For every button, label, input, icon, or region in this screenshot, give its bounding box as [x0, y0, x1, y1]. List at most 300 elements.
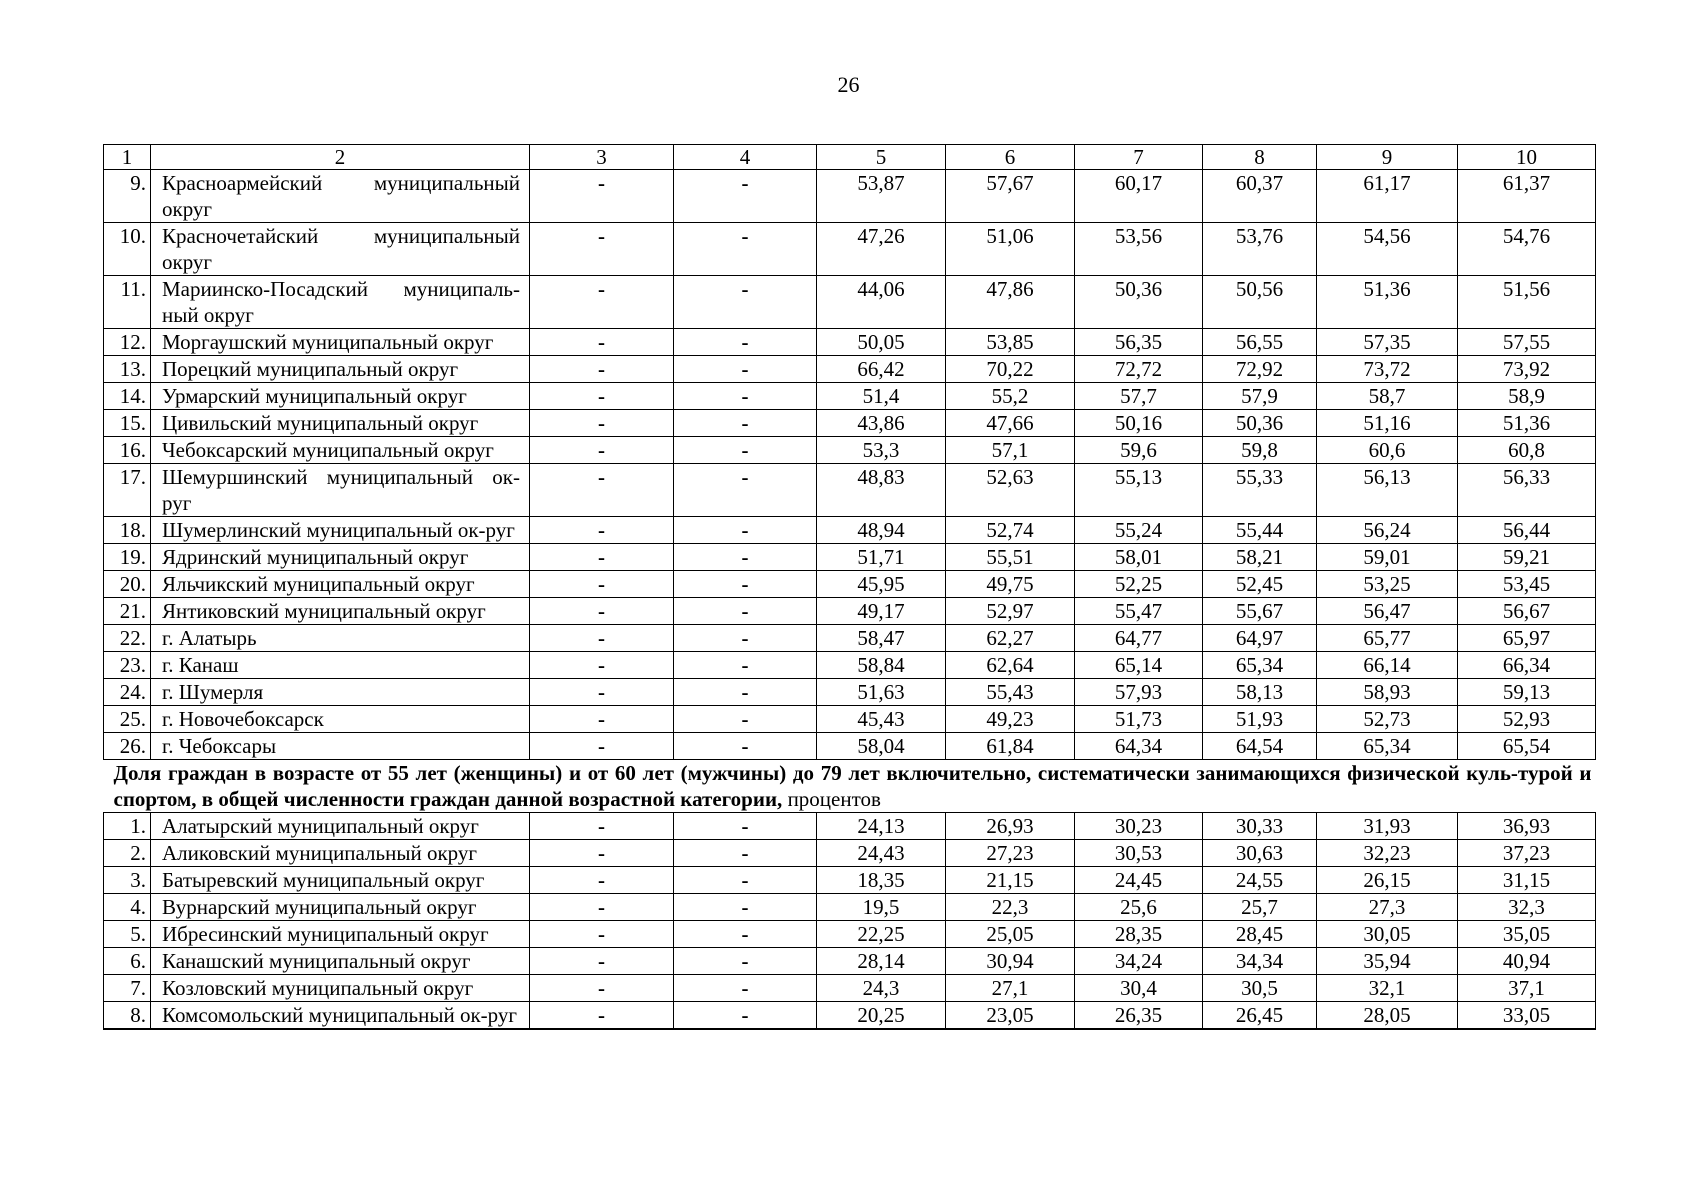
column-3-value: -: [530, 1002, 674, 1030]
table-row: [104, 625, 1596, 652]
indicator-value: 62,64: [946, 652, 1075, 679]
indicator-value: 57,7: [1075, 383, 1203, 410]
column-header: 6: [946, 145, 1075, 170]
municipality-name: г. Чебоксары: [151, 733, 530, 760]
row-number: 22.: [104, 625, 151, 652]
indicator-value: 55,67: [1203, 598, 1317, 625]
indicator-value: 51,63: [817, 679, 946, 706]
indicator-value: 56,44: [1458, 517, 1596, 544]
row-number: 25.: [104, 706, 151, 733]
indicator-value: 58,01: [1075, 544, 1203, 571]
column-4-value: -: [674, 894, 817, 921]
indicator-value: 52,93: [1458, 706, 1596, 733]
table-row: [104, 170, 1596, 223]
table-row: [104, 840, 1596, 867]
column-4-value: -: [674, 571, 817, 598]
indicator-value: 60,37: [1203, 170, 1317, 223]
row-number: 14.: [104, 383, 151, 410]
indicator-value: 52,45: [1203, 571, 1317, 598]
column-3-value: -: [530, 329, 674, 356]
indicator-value: 24,45: [1075, 867, 1203, 894]
column-4-value: -: [674, 170, 817, 223]
municipality-name: Цивильский муниципальный округ: [151, 410, 530, 437]
municipality-name: Урмарский муниципальный округ: [151, 383, 530, 410]
column-4-value: -: [674, 276, 817, 329]
indicator-value: 51,4: [817, 383, 946, 410]
indicator-value: 47,86: [946, 276, 1075, 329]
indicator-value: 26,93: [946, 813, 1075, 840]
row-number: 4.: [104, 894, 151, 921]
section-heading: [104, 760, 1596, 813]
municipality-name: Красноармейский муниципальный округ: [151, 170, 530, 223]
indicator-value: 72,92: [1203, 356, 1317, 383]
indicator-value: 55,2: [946, 383, 1075, 410]
municipality-name: Красночетайский муниципальный округ: [151, 223, 530, 276]
municipality-name: г. Канаш: [151, 652, 530, 679]
column-4-value: -: [674, 383, 817, 410]
indicator-value: 61,37: [1458, 170, 1596, 223]
column-3-value: -: [530, 517, 674, 544]
indicator-value: 55,33: [1203, 464, 1317, 517]
indicator-value: 53,56: [1075, 223, 1203, 276]
column-4-value: -: [674, 223, 817, 276]
indicator-value: 19,5: [817, 894, 946, 921]
indicator-value: 56,35: [1075, 329, 1203, 356]
column-4-value: -: [674, 598, 817, 625]
column-header: 3: [530, 145, 674, 170]
municipality-name: Канашский муниципальный округ: [151, 948, 530, 975]
indicator-value: 37,23: [1458, 840, 1596, 867]
row-number: 3.: [104, 867, 151, 894]
table-row: [104, 571, 1596, 598]
column-4-value: -: [674, 813, 817, 840]
indicator-value: 57,93: [1075, 679, 1203, 706]
column-header: 7: [1075, 145, 1203, 170]
indicator-value: 54,76: [1458, 223, 1596, 276]
indicator-value: 51,93: [1203, 706, 1317, 733]
table-row: [104, 1002, 1596, 1030]
table-row: [104, 921, 1596, 948]
row-number: 17.: [104, 464, 151, 517]
column-3-value: -: [530, 598, 674, 625]
indicator-value: 34,24: [1075, 948, 1203, 975]
indicator-value: 35,05: [1458, 921, 1596, 948]
indicator-value: 64,54: [1203, 733, 1317, 760]
indicator-value: 61,84: [946, 733, 1075, 760]
table-row: [104, 948, 1596, 975]
column-3-value: -: [530, 383, 674, 410]
table-row: [104, 276, 1596, 329]
column-header: 10: [1458, 145, 1596, 170]
indicator-value: 26,15: [1317, 867, 1458, 894]
municipality-name: г. Новочебоксарск: [151, 706, 530, 733]
indicator-value: 30,33: [1203, 813, 1317, 840]
row-number: 10.: [104, 223, 151, 276]
municipality-name: Ядринский муниципальный округ: [151, 544, 530, 571]
indicator-value: 66,42: [817, 356, 946, 383]
row-number: 18.: [104, 517, 151, 544]
indicator-value: 48,83: [817, 464, 946, 517]
municipality-name: Моргаушский муниципальный округ: [151, 329, 530, 356]
page-number: 26: [837, 72, 860, 97]
indicator-value: 65,97: [1458, 625, 1596, 652]
table-row: [104, 706, 1596, 733]
row-number: 6.: [104, 948, 151, 975]
indicator-value: 58,84: [817, 652, 946, 679]
column-3-value: -: [530, 276, 674, 329]
indicator-value: 24,55: [1203, 867, 1317, 894]
indicator-value: 72,72: [1075, 356, 1203, 383]
municipality-name: Вурнарский муниципальный округ: [151, 894, 530, 921]
indicator-value: 28,14: [817, 948, 946, 975]
column-3-value: -: [530, 652, 674, 679]
column-4-value: -: [674, 517, 817, 544]
municipality-name: г. Шумерля: [151, 679, 530, 706]
indicator-value: 49,17: [817, 598, 946, 625]
row-number: 15.: [104, 410, 151, 437]
indicator-value: 66,14: [1317, 652, 1458, 679]
indicator-value: 51,73: [1075, 706, 1203, 733]
indicator-value: 58,7: [1317, 383, 1458, 410]
indicator-value: 52,97: [946, 598, 1075, 625]
indicator-value: 56,67: [1458, 598, 1596, 625]
indicator-value: 32,23: [1317, 840, 1458, 867]
indicator-value: 57,35: [1317, 329, 1458, 356]
indicator-value: 53,45: [1458, 571, 1596, 598]
indicator-value: 51,36: [1317, 276, 1458, 329]
column-4-value: -: [674, 1002, 817, 1030]
column-4-value: -: [674, 679, 817, 706]
indicator-value: 30,23: [1075, 813, 1203, 840]
municipality-name: Порецкий муниципальный округ: [151, 356, 530, 383]
row-number: 24.: [104, 679, 151, 706]
indicator-value: 27,3: [1317, 894, 1458, 921]
indicator-value: 60,6: [1317, 437, 1458, 464]
indicator-value: 58,9: [1458, 383, 1596, 410]
indicator-value: 22,25: [817, 921, 946, 948]
municipality-name: Мариинско-Посадский муниципаль-ный округ: [151, 276, 530, 329]
indicator-value: 59,01: [1317, 544, 1458, 571]
indicator-value: 45,95: [817, 571, 946, 598]
table-row: [104, 679, 1596, 706]
municipality-name: Яльчикский муниципальный округ: [151, 571, 530, 598]
column-header: 1: [104, 145, 151, 170]
indicator-value: 53,3: [817, 437, 946, 464]
indicator-value: 57,55: [1458, 329, 1596, 356]
indicator-value: 37,1: [1458, 975, 1596, 1002]
table-body: [104, 145, 1596, 1030]
indicator-value: 27,1: [946, 975, 1075, 1002]
column-3-value: -: [530, 948, 674, 975]
table-row: [104, 517, 1596, 544]
column-header: 5: [817, 145, 946, 170]
indicator-value: 59,21: [1458, 544, 1596, 571]
column-4-value: -: [674, 975, 817, 1002]
column-4-value: -: [674, 921, 817, 948]
indicator-value: 55,47: [1075, 598, 1203, 625]
indicator-value: 51,16: [1317, 410, 1458, 437]
indicator-value: 34,34: [1203, 948, 1317, 975]
indicator-value: 56,24: [1317, 517, 1458, 544]
row-number: 23.: [104, 652, 151, 679]
indicator-value: 64,34: [1075, 733, 1203, 760]
indicator-value: 51,71: [817, 544, 946, 571]
indicator-value: 52,73: [1317, 706, 1458, 733]
municipality-name: Ибресинский муниципальный округ: [151, 921, 530, 948]
section-heading-unit: процентов: [782, 787, 881, 811]
column-3-value: -: [530, 571, 674, 598]
indicator-value: 25,7: [1203, 894, 1317, 921]
indicator-value: 64,97: [1203, 625, 1317, 652]
indicator-value: 56,55: [1203, 329, 1317, 356]
indicator-value: 31,93: [1317, 813, 1458, 840]
column-3-value: -: [530, 223, 674, 276]
column-3-value: -: [530, 625, 674, 652]
indicator-value: 35,94: [1317, 948, 1458, 975]
indicator-value: 52,25: [1075, 571, 1203, 598]
indicator-value: 53,25: [1317, 571, 1458, 598]
municipality-name: Янтиковский муниципальный округ: [151, 598, 530, 625]
indicator-value: 28,35: [1075, 921, 1203, 948]
column-3-value: -: [530, 410, 674, 437]
indicator-value: 50,36: [1203, 410, 1317, 437]
indicator-value: 54,56: [1317, 223, 1458, 276]
column-3-value: -: [530, 170, 674, 223]
column-4-value: -: [674, 652, 817, 679]
table-row: [104, 437, 1596, 464]
indicator-value: 21,15: [946, 867, 1075, 894]
indicator-value: 65,34: [1317, 733, 1458, 760]
table-row: [104, 813, 1596, 840]
table-row: [104, 464, 1596, 517]
indicator-value: 32,1: [1317, 975, 1458, 1002]
indicator-value: 24,13: [817, 813, 946, 840]
section-heading-bold-text: Доля граждан в возрасте от 55 лет (женщины) и от 60 лет (мужчины) до 79 лет включительно, систематически занимающихся физической куль-турой и спортом, в общей численности граждан данной возрастной категории,: [113, 761, 1592, 811]
indicator-value: 49,75: [946, 571, 1075, 598]
column-3-value: -: [530, 356, 674, 383]
column-4-value: -: [674, 356, 817, 383]
indicator-value: 30,63: [1203, 840, 1317, 867]
indicator-value: 52,63: [946, 464, 1075, 517]
indicator-value: 28,45: [1203, 921, 1317, 948]
indicator-value: 59,6: [1075, 437, 1203, 464]
indicator-value: 23,05: [946, 1002, 1075, 1030]
indicator-value: 62,27: [946, 625, 1075, 652]
table-row: [104, 356, 1596, 383]
indicator-value: 56,47: [1317, 598, 1458, 625]
indicator-value: 65,77: [1317, 625, 1458, 652]
row-number: 9.: [104, 170, 151, 223]
table-row: [104, 733, 1596, 760]
indicator-value: 65,34: [1203, 652, 1317, 679]
table-row: [104, 544, 1596, 571]
column-4-value: -: [674, 410, 817, 437]
indicator-value: 65,54: [1458, 733, 1596, 760]
indicator-value: 59,8: [1203, 437, 1317, 464]
indicator-value: 56,13: [1317, 464, 1458, 517]
indicator-value: 66,34: [1458, 652, 1596, 679]
row-number: 20.: [104, 571, 151, 598]
indicator-value: 45,43: [817, 706, 946, 733]
indicator-value: 44,06: [817, 276, 946, 329]
indicator-value: 52,74: [946, 517, 1075, 544]
municipality-name: Шумерлинский муниципальный ок-руг: [151, 517, 530, 544]
indicator-value: 43,86: [817, 410, 946, 437]
table-row: [104, 329, 1596, 356]
indicator-value: 51,36: [1458, 410, 1596, 437]
indicator-value: 24,3: [817, 975, 946, 1002]
indicator-value: 49,23: [946, 706, 1075, 733]
indicator-value: 47,26: [817, 223, 946, 276]
column-4-value: -: [674, 544, 817, 571]
indicator-value: 60,17: [1075, 170, 1203, 223]
column-number-header-row: [104, 145, 1596, 170]
table-row: [104, 410, 1596, 437]
column-3-value: -: [530, 464, 674, 517]
municipality-name: Аликовский муниципальный округ: [151, 840, 530, 867]
indicator-value: 50,56: [1203, 276, 1317, 329]
column-4-value: -: [674, 867, 817, 894]
indicator-value: 53,76: [1203, 223, 1317, 276]
municipality-name: Батыревский муниципальный округ: [151, 867, 530, 894]
column-4-value: -: [674, 437, 817, 464]
column-3-value: -: [530, 733, 674, 760]
indicator-value: 64,77: [1075, 625, 1203, 652]
indicator-value: 50,05: [817, 329, 946, 356]
indicator-value: 30,94: [946, 948, 1075, 975]
row-number: 19.: [104, 544, 151, 571]
column-header: 4: [674, 145, 817, 170]
indicator-value: 27,23: [946, 840, 1075, 867]
column-4-value: -: [674, 625, 817, 652]
indicator-value: 50,16: [1075, 410, 1203, 437]
indicator-value: 57,9: [1203, 383, 1317, 410]
municipality-name: г. Алатырь: [151, 625, 530, 652]
indicator-value: 60,8: [1458, 437, 1596, 464]
indicator-value: 57,67: [946, 170, 1075, 223]
column-4-value: -: [674, 329, 817, 356]
municipality-name: Шемуршинский муниципальный ок-руг: [151, 464, 530, 517]
indicator-value: 30,05: [1317, 921, 1458, 948]
column-3-value: -: [530, 894, 674, 921]
column-3-value: -: [530, 706, 674, 733]
municipality-name: Чебоксарский муниципальный округ: [151, 437, 530, 464]
table-row: [104, 867, 1596, 894]
indicator-value: 51,56: [1458, 276, 1596, 329]
column-4-value: -: [674, 840, 817, 867]
indicator-value: 48,94: [817, 517, 946, 544]
row-number: 1.: [104, 813, 151, 840]
section-heading-row: [104, 760, 1596, 813]
indicator-table: [103, 144, 1596, 1030]
municipality-name: Козловский муниципальный округ: [151, 975, 530, 1002]
municipality-name: Комсомольский муниципальный ок-руг: [151, 1002, 530, 1030]
table-row: [104, 652, 1596, 679]
indicator-value: 56,33: [1458, 464, 1596, 517]
column-4-value: -: [674, 948, 817, 975]
column-3-value: -: [530, 544, 674, 571]
column-header: 2: [151, 145, 530, 170]
indicator-value: 18,35: [817, 867, 946, 894]
indicator-value: 58,04: [817, 733, 946, 760]
indicator-value: 55,44: [1203, 517, 1317, 544]
indicator-value: 58,47: [817, 625, 946, 652]
column-header: 8: [1203, 145, 1317, 170]
row-number: 8.: [104, 1002, 151, 1030]
indicator-value: 55,24: [1075, 517, 1203, 544]
column-3-value: -: [530, 813, 674, 840]
municipality-name: Алатырский муниципальный округ: [151, 813, 530, 840]
indicator-value: 26,35: [1075, 1002, 1203, 1030]
row-number: 12.: [104, 329, 151, 356]
column-3-value: -: [530, 437, 674, 464]
indicator-value: 33,05: [1458, 1002, 1596, 1030]
indicator-value: 57,1: [946, 437, 1075, 464]
indicator-value: 47,66: [946, 410, 1075, 437]
row-number: 2.: [104, 840, 151, 867]
table-row: [104, 223, 1596, 276]
indicator-value: 24,43: [817, 840, 946, 867]
indicator-value: 59,13: [1458, 679, 1596, 706]
indicator-value: 58,13: [1203, 679, 1317, 706]
indicator-value: 28,05: [1317, 1002, 1458, 1030]
indicator-value: 61,17: [1317, 170, 1458, 223]
indicator-value: 32,3: [1458, 894, 1596, 921]
indicator-value: 26,45: [1203, 1002, 1317, 1030]
column-3-value: -: [530, 840, 674, 867]
indicator-value: 55,13: [1075, 464, 1203, 517]
indicator-value: 40,94: [1458, 948, 1596, 975]
indicator-value: 51,06: [946, 223, 1075, 276]
indicator-value: 20,25: [817, 1002, 946, 1030]
indicator-value: 65,14: [1075, 652, 1203, 679]
indicator-value: 58,93: [1317, 679, 1458, 706]
row-number: 16.: [104, 437, 151, 464]
indicator-value: 58,21: [1203, 544, 1317, 571]
indicator-value: 30,4: [1075, 975, 1203, 1002]
indicator-value: 25,05: [946, 921, 1075, 948]
indicator-value: 22,3: [946, 894, 1075, 921]
column-4-value: -: [674, 733, 817, 760]
indicator-value: 36,93: [1458, 813, 1596, 840]
indicator-value: 55,51: [946, 544, 1075, 571]
indicator-value: 53,87: [817, 170, 946, 223]
indicator-value: 53,85: [946, 329, 1075, 356]
column-header: 9: [1317, 145, 1458, 170]
row-number: 7.: [104, 975, 151, 1002]
column-3-value: -: [530, 975, 674, 1002]
column-3-value: -: [530, 921, 674, 948]
row-number: 13.: [104, 356, 151, 383]
indicator-value: 30,53: [1075, 840, 1203, 867]
indicator-value: 73,72: [1317, 356, 1458, 383]
column-4-value: -: [674, 464, 817, 517]
column-4-value: -: [674, 706, 817, 733]
table-row: [104, 598, 1596, 625]
indicator-value: 55,43: [946, 679, 1075, 706]
table-row: [104, 975, 1596, 1002]
row-number: 26.: [104, 733, 151, 760]
row-number: 5.: [104, 921, 151, 948]
indicator-value: 30,5: [1203, 975, 1317, 1002]
row-number: 11.: [104, 276, 151, 329]
indicator-value: 25,6: [1075, 894, 1203, 921]
indicator-value: 31,15: [1458, 867, 1596, 894]
table-row: [104, 894, 1596, 921]
table-row: [104, 383, 1596, 410]
row-number: 21.: [104, 598, 151, 625]
indicator-value: 70,22: [946, 356, 1075, 383]
